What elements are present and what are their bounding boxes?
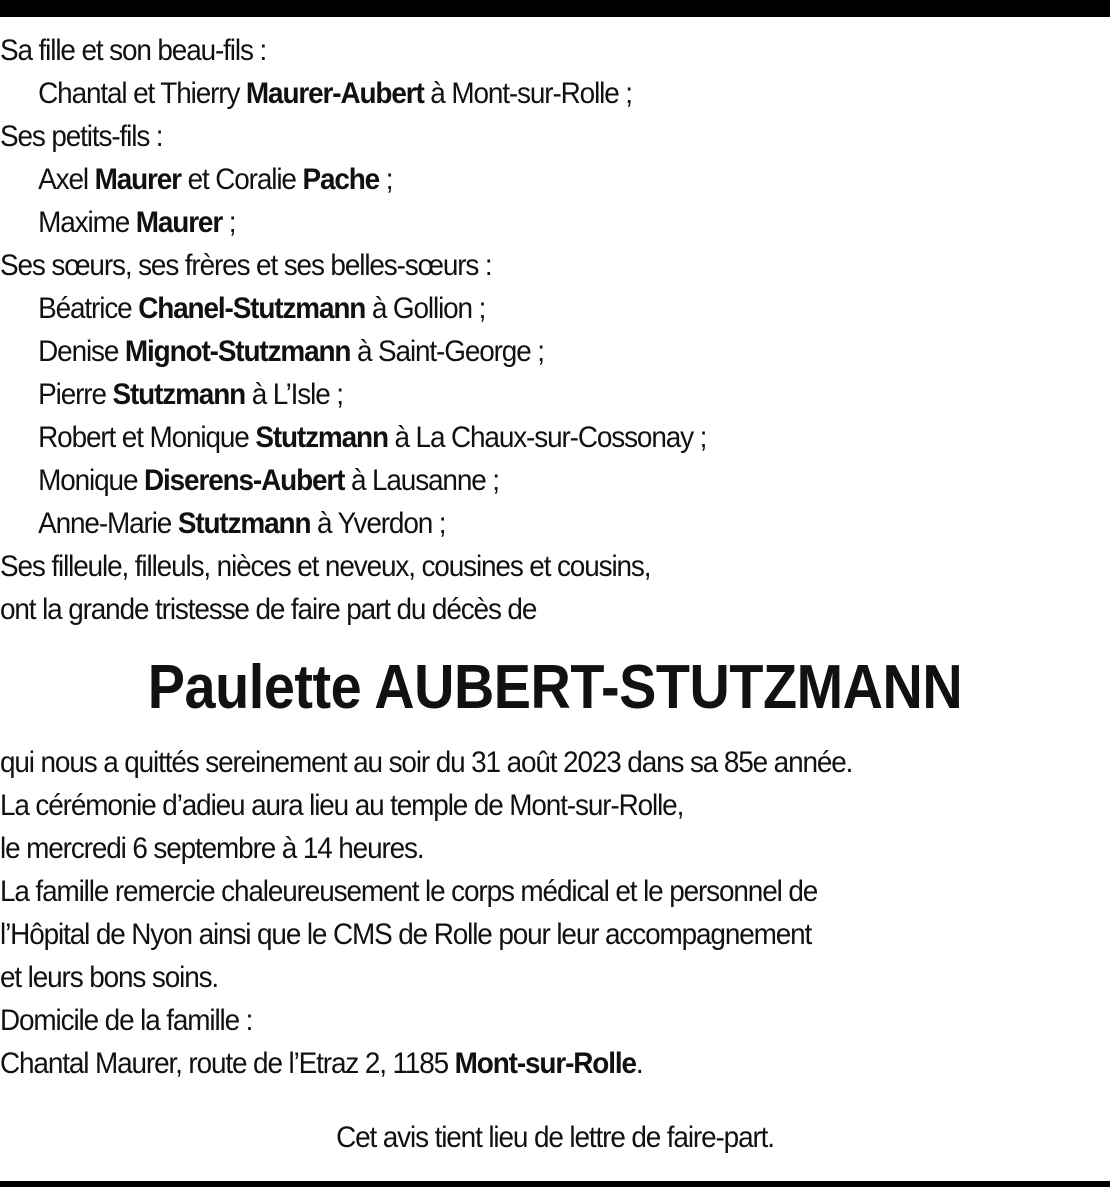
bottom-border-rule [0,1181,1110,1187]
announcement-line: ont la grande tristesse de faire part du décès de [0,593,537,626]
grandson1-mid: et Coralie [180,163,303,196]
sibling-line [0,416,1032,459]
grandson1-post: ; [379,163,393,196]
ceremony-place-line: La cérémonie d’adieu aura lieu au temple de Mont-sur-Rolle, [0,789,684,822]
grandson-line-2 [0,201,1032,244]
sibling-surname: Diserens-Aubert [143,464,345,497]
daughter-line [0,72,1032,115]
thanks-line-1: La famille remercie chaleureusement le corps médical et le personnel de [0,875,818,908]
thanks-line-2: l’Hôpital de Nyon ainsi que le CMS de Rolle pour leur accompagnement [0,918,812,951]
grandson-line-1 [0,158,1032,201]
grandson2-surname: Maurer [135,206,223,239]
sibling-line [0,330,1032,373]
sibling-place: à La Chaux-sur-Cossonay ; [387,421,707,454]
grandson1-surname: Maurer [94,163,181,196]
sibling-surname: Stutzmann [177,507,311,540]
sibling-line [0,459,1032,502]
sibling-firstname: Denise [38,335,125,368]
sibling-firstname: Monique [38,464,144,497]
obituary-notice [0,29,1110,1085]
grandson1-pre: Axel [38,163,95,196]
daughter-post: à Mont-sur-Rolle ; [423,77,632,110]
daughter-pre: Chantal et Thierry [38,77,246,110]
sibling-place: à Gollion ; [365,292,486,325]
sibling-place: à Lausanne ; [344,464,499,497]
sibling-line [0,287,1032,330]
sibling-firstname: Anne-Marie [38,507,178,540]
top-border-rule [0,0,1110,17]
family-address [0,1042,1032,1085]
partner-surname: Pache [302,163,380,196]
sibling-firstname: Robert et Monique [38,421,256,454]
sibling-line [0,502,1032,545]
deceased-name: Paulette AUBERT-STUTZMANN [147,653,963,722]
daughter-heading: Sa fille et son beau-fils : [0,34,267,67]
address-end: . [635,1047,643,1080]
sibling-surname: Mignot-Stutzmann [124,335,351,368]
grandson2-post: ; [222,206,236,239]
passing-details-line: qui nous a quittés sereinement au soir du 31 août 2023 dans sa 85e année. [0,746,853,779]
sibling-line [0,373,1032,416]
sibling-surname: Stutzmann [255,421,388,454]
sibling-place: à L’Isle ; [245,378,343,411]
sibling-firstname: Béatrice [38,292,139,325]
sibling-firstname: Pierre [38,378,113,411]
family-address-heading: Domicile de la famille : [0,1004,253,1037]
thanks-line-3: et leurs bons soins. [0,961,219,994]
sibling-surname: Chanel-Stutzmann [138,292,366,325]
grandson2-pre: Maxime [38,206,136,239]
sibling-place: à Yverdon ; [310,507,446,540]
address-town: Mont-sur-Rolle [454,1047,636,1080]
daughter-surname: Maurer-Aubert [245,77,424,110]
ceremony-date-line: le mercredi 6 septembre à 14 heures. [0,832,424,865]
address-street: Chantal Maurer, route de l’Etraz 2, 1185 [0,1047,455,1080]
sibling-place: à Saint-George ; [350,335,544,368]
notice-footer: Cet avis tient lieu de lettre de faire-part. [336,1121,774,1154]
siblings-heading: Ses sœurs, ses frères et ses belles-sœurs : [0,249,492,282]
sibling-surname: Stutzmann [112,378,246,411]
other-relatives-line: Ses filleule, filleuls, nièces et neveux, cousines et cousins, [0,550,651,583]
grandsons-heading: Ses petits-fils : [0,120,163,153]
